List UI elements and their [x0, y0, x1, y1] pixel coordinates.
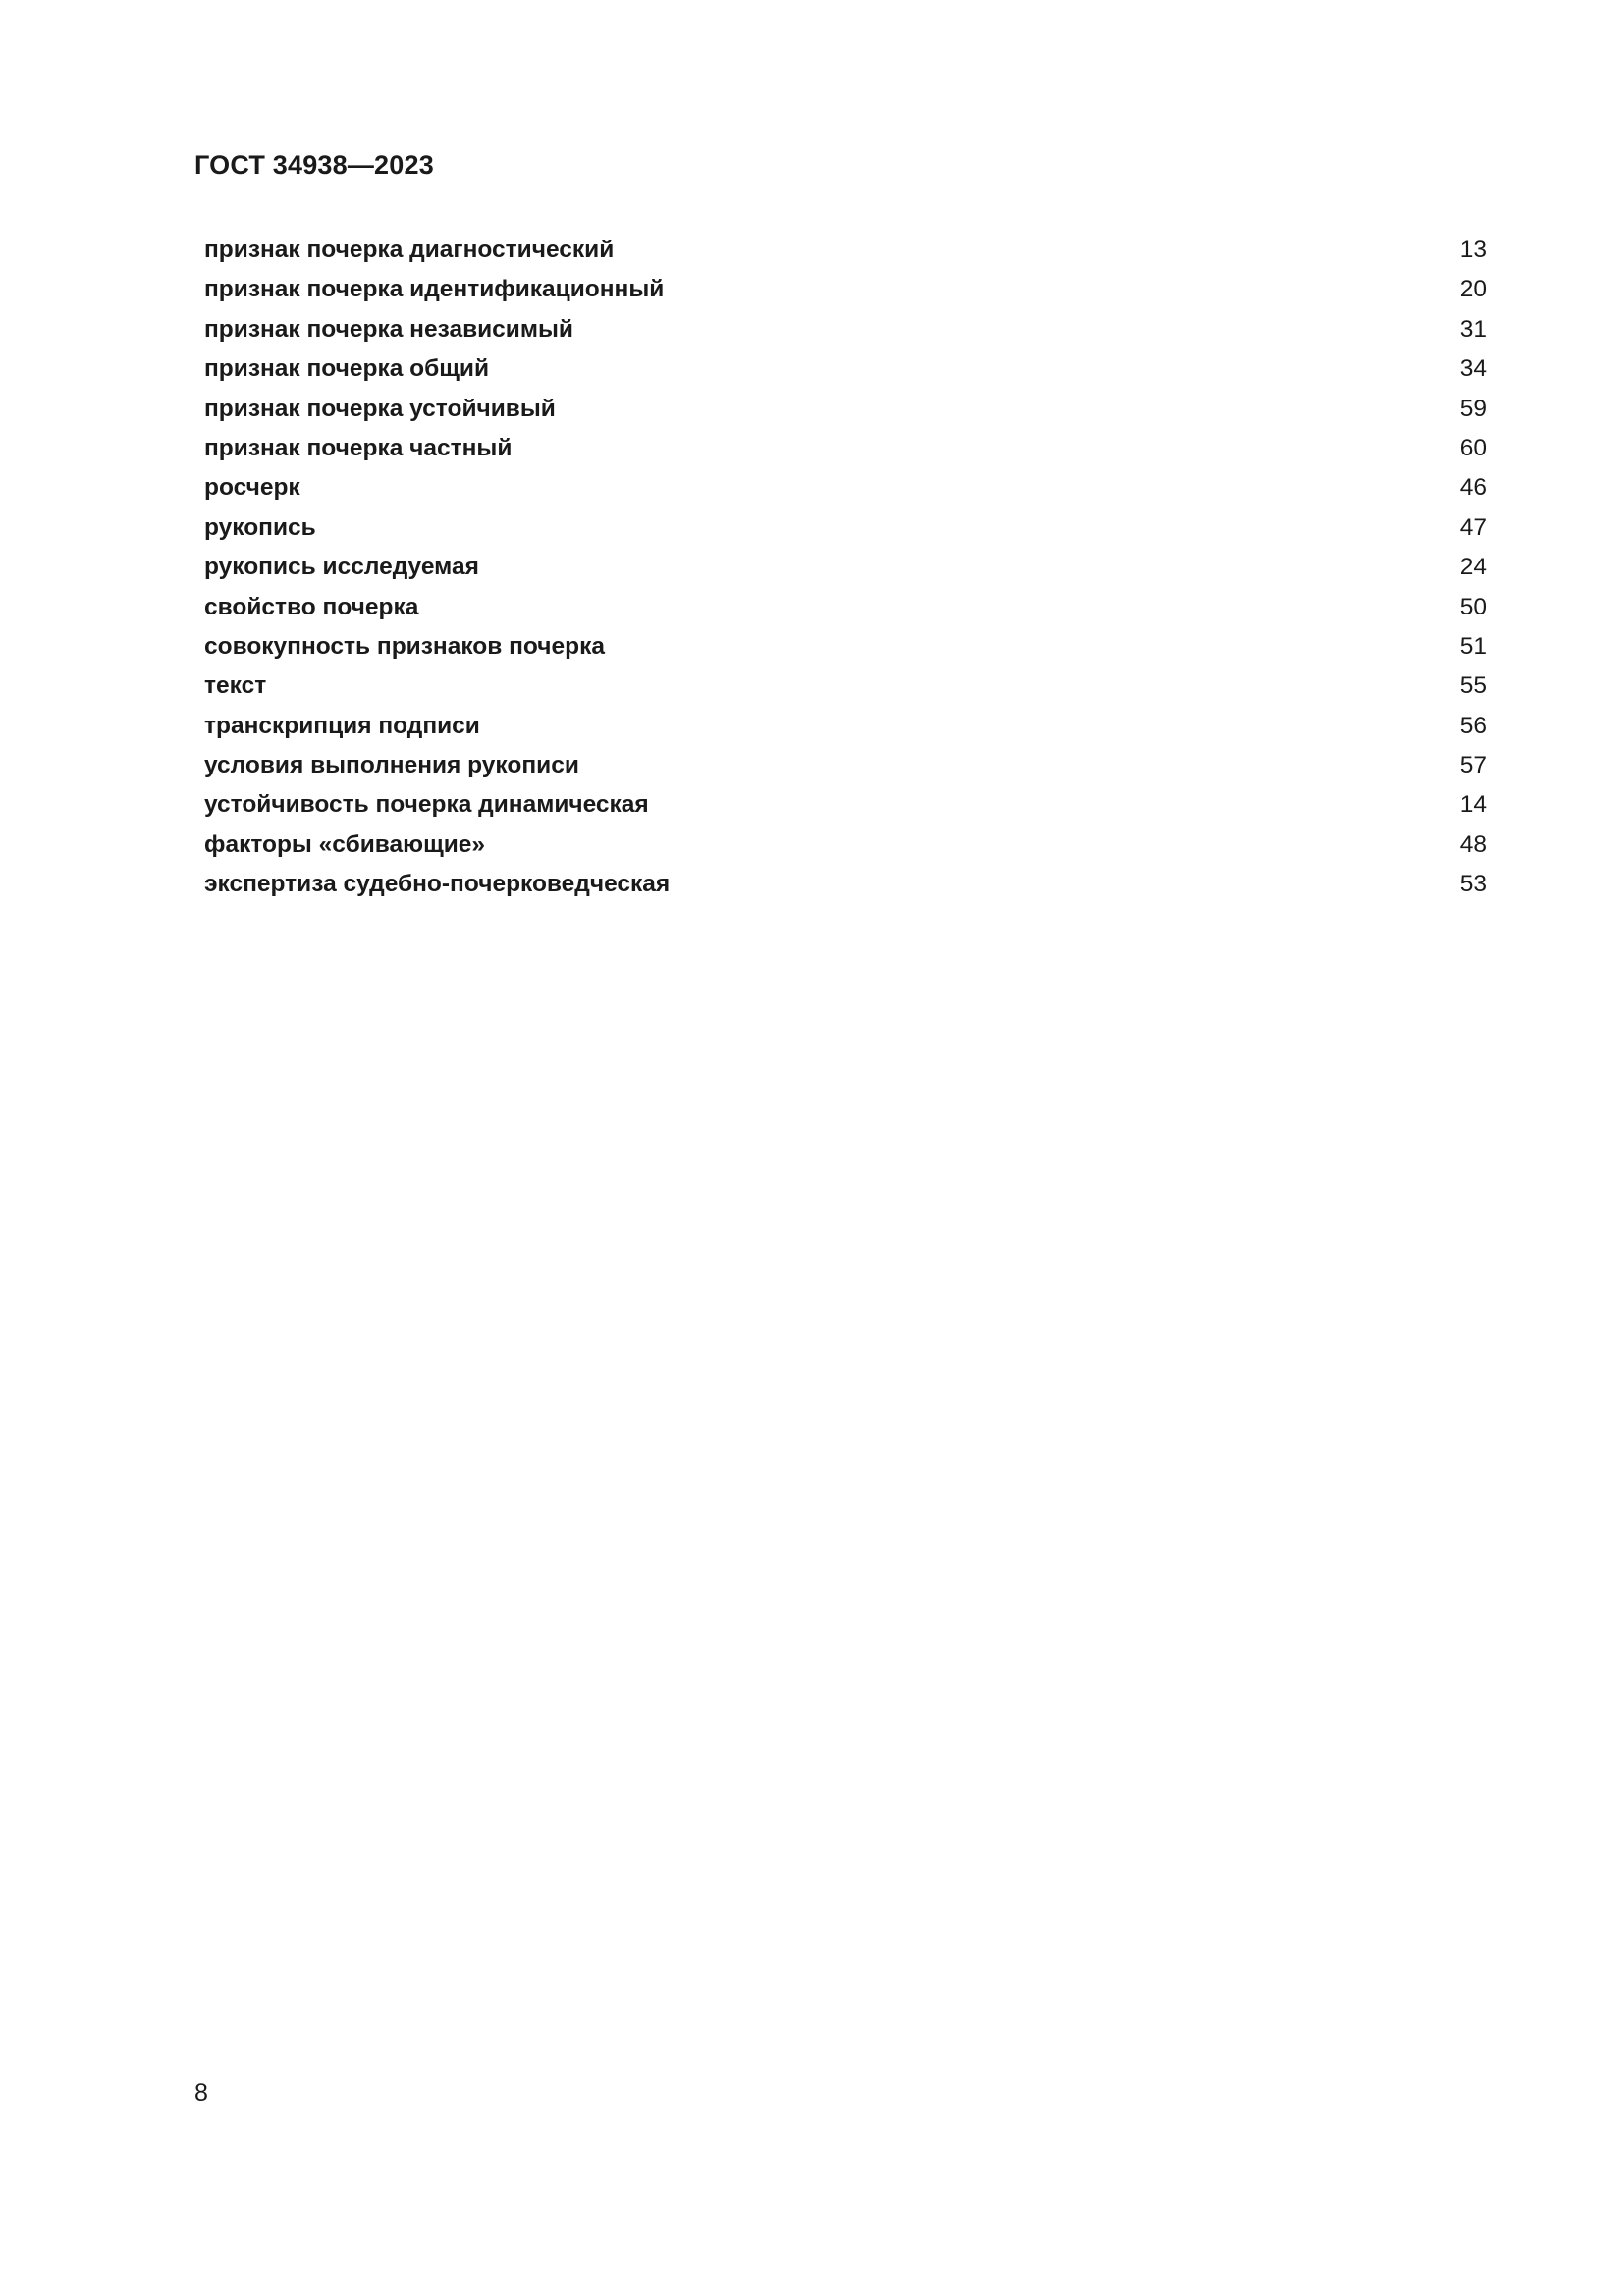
index-entry	[204, 395, 1487, 434]
index-number: 24	[1459, 554, 1487, 581]
index-term: экспертиза судебно-почерковедческая	[204, 871, 671, 898]
index-number: 13	[1459, 237, 1487, 263]
index-entry	[204, 671, 1487, 711]
index-number: 47	[1459, 513, 1487, 541]
index-entry	[204, 275, 1487, 314]
page-number: 8	[194, 2079, 208, 2107]
index-number: 60	[1459, 434, 1487, 461]
index-entry	[204, 632, 1487, 671]
index-term: текст	[204, 672, 267, 700]
index-term: условия выполнения рукописи	[204, 752, 579, 779]
index-number: 57	[1459, 752, 1487, 779]
index-entry	[204, 434, 1487, 473]
index-entry	[204, 593, 1487, 632]
index-entry	[204, 790, 1487, 829]
index-number: 55	[1459, 672, 1487, 700]
index-number: 50	[1459, 593, 1487, 620]
index-term: признак почерка диагностический	[204, 237, 615, 263]
index-term: транскрипция подписи	[204, 712, 480, 739]
index-number: 20	[1459, 276, 1487, 303]
index-term: совокупность признаков почерка	[204, 632, 605, 660]
index-term: факторы «сбивающие»	[204, 830, 486, 858]
index-number: 53	[1459, 871, 1487, 898]
index-term: признак почерка частный	[204, 434, 513, 461]
index-number: 51	[1459, 632, 1487, 660]
index-number: 14	[1459, 791, 1487, 819]
index-term: росчерк	[204, 474, 300, 502]
index-number: 48	[1459, 830, 1487, 858]
index-entry	[204, 315, 1487, 354]
index-term: свойство почерка	[204, 593, 419, 620]
index-number: 59	[1459, 395, 1487, 422]
index-entry	[204, 354, 1487, 394]
index-entry	[204, 236, 1487, 275]
index-term: признак почерка идентификационный	[204, 276, 665, 303]
index-term: рукопись исследуемая	[204, 554, 479, 581]
alphabetical-index	[204, 236, 1487, 910]
index-number: 34	[1459, 355, 1487, 383]
index-term: признак почерка устойчивый	[204, 395, 556, 422]
document-header: ГОСТ 34938—2023	[194, 150, 434, 180]
index-number: 56	[1459, 712, 1487, 739]
index-entry	[204, 830, 1487, 870]
index-term: признак почерка независимый	[204, 315, 573, 343]
index-number: 46	[1459, 474, 1487, 502]
index-term: рукопись	[204, 513, 316, 541]
index-entry	[204, 712, 1487, 751]
index-entry	[204, 513, 1487, 553]
index-entry	[204, 473, 1487, 512]
index-entry	[204, 553, 1487, 592]
index-entry	[204, 870, 1487, 909]
index-term: устойчивость почерка динамическая	[204, 791, 649, 819]
index-number: 31	[1459, 315, 1487, 343]
index-entry	[204, 751, 1487, 790]
index-term: признак почерка общий	[204, 355, 490, 383]
